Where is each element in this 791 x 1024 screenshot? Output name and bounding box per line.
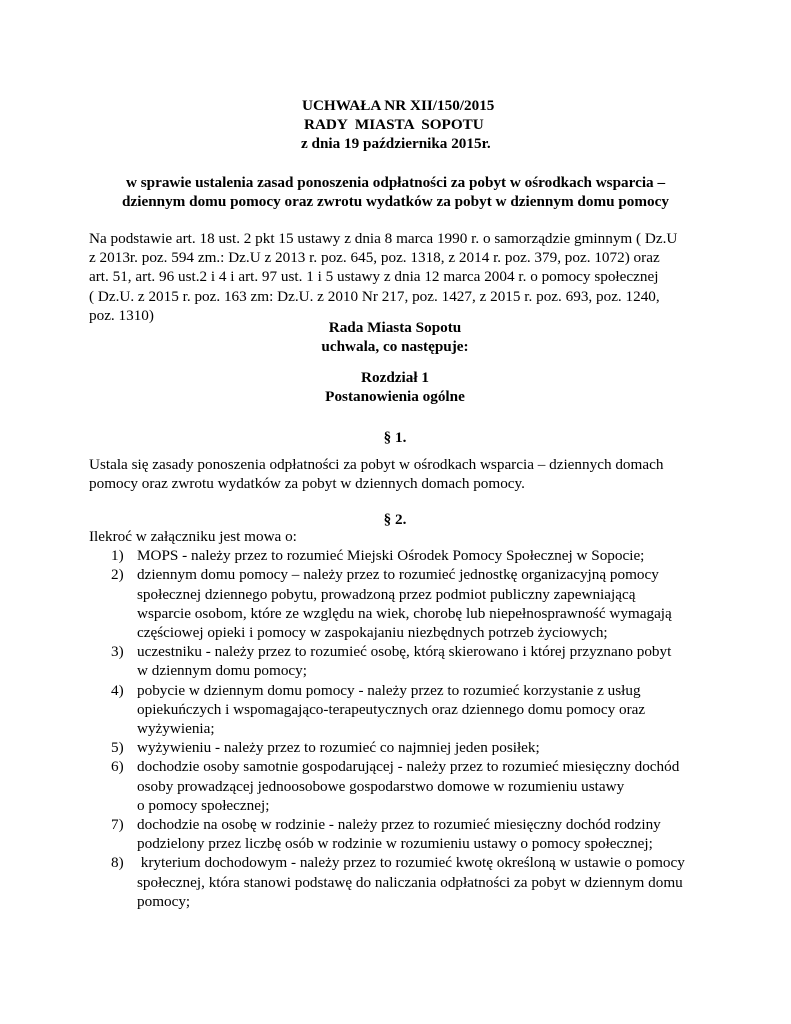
chapter-heading <box>89 368 701 406</box>
item-text: wsparcie osobom, które ze względu na wiek, chorobę lub niepełnosprawność wymagają <box>137 604 672 622</box>
section-2-intro: Ilekroć w załączniku jest mowa o: <box>89 528 297 545</box>
item-text: o pomocy społecznej; <box>137 796 270 814</box>
legal-basis-line: Na podstawie art. 18 ust. 2 pkt 15 ustawy z dnia 8 marca 1990 r. o samorządzie gminnym ( Dz.U <box>89 230 678 247</box>
item-number: 2) <box>111 566 124 584</box>
item-number: 4) <box>111 681 124 699</box>
section-2-heading: § 2. <box>383 511 407 528</box>
council-name: RADY MIASTA SOPOTU <box>304 116 484 134</box>
subject-line-2: dziennym domu pomocy oraz zwrotu wydatków za pobyt w dziennym domu pomocy <box>122 193 669 211</box>
resolution-statement <box>89 318 701 356</box>
section-1-line: Ustala się zasady ponoszenia odpłatności za pobyt w ośrodkach wsparcia – dziennych domach <box>89 456 664 473</box>
item-text: w dziennym domu pomocy; <box>137 662 307 680</box>
legal-basis-line: art. 51, art. 96 ust.2 i 4 i art. 97 ust. 1 i 5 ustawy z dnia 12 marca 2004 r. o pomocy społecznej <box>89 268 659 286</box>
item-text: MOPS - należy przez to rozumieć Miejski Ośrodek Pomocy Społecznej w Sopocie; <box>137 547 645 565</box>
item-text: częściowej opieki i pomocy w zaspokajaniu niezbędnych potrzeb życiowych; <box>137 624 608 642</box>
item-text: wyżywienia; <box>137 720 215 738</box>
chapter-subtitle: Postanowienia ogólne <box>325 388 465 406</box>
legal-basis <box>89 229 701 325</box>
item-text: społecznej, która stanowi podstawę do naliczania odpłatności za pobyt w dziennym domu <box>137 873 683 891</box>
resolution-date: z dnia 19 października 2015r. <box>301 135 491 153</box>
list-item <box>89 642 701 680</box>
chapter-title: Rozdział 1 <box>361 369 429 386</box>
item-text: dziennym domu pomocy – należy przez to rozumieć jednostkę organizacyjną pomocy <box>137 566 659 584</box>
item-number: 3) <box>111 643 124 661</box>
legal-basis-line: z 2013r. poz. 594 zm.: Dz.U z 2013 r. poz. 645, poz. 1318, z 2014 r. poz. 379, poz. 1072) oraz <box>89 249 660 267</box>
item-text: osoby prowadzącej jednoosobowe gospodarstwo domowe w rozumieniu ustawy <box>137 777 625 795</box>
item-text: wyżywieniu - należy przez to rozumieć co najmniej jeden posiłek; <box>137 739 540 757</box>
item-number: 6) <box>111 758 124 776</box>
list-item <box>89 757 701 815</box>
item-text: pomocy; <box>137 892 191 910</box>
item-number: 7) <box>111 816 124 834</box>
item-text: dochodzie osoby samotnie gospodarującej - należy przez to rozumieć miesięczny dochód <box>137 758 680 776</box>
section-1-line: pomocy oraz zwrotu wydatków za pobyt w dziennych domach pomocy. <box>89 475 525 493</box>
section-1 <box>89 428 701 447</box>
item-number: 1) <box>111 547 124 565</box>
list-item <box>89 546 701 565</box>
section-1-heading: § 1. <box>383 429 407 446</box>
list-item <box>89 681 701 739</box>
definitions-list <box>89 546 701 911</box>
list-item <box>89 565 701 642</box>
resolution-line-1: Rada Miasta Sopotu <box>328 319 462 336</box>
section-2-body <box>89 527 701 911</box>
item-text: uczestniku - należy przez to rozumieć osobę, którą skierowano i której przyznano pobyt <box>137 643 672 661</box>
resolution-number: UCHWAŁA NR XII/150/2015 <box>302 97 495 114</box>
item-text: kryterium dochodowym - należy przez to rozumieć kwotę określoną w ustawie o pomocy <box>137 854 685 872</box>
list-item <box>89 738 701 757</box>
resolution-header <box>0 96 791 154</box>
item-number: 5) <box>111 739 124 757</box>
item-text: opiekuńczych i wspomagająco-terapeutycznych oraz dziennego domu pomocy oraz <box>137 700 646 718</box>
list-item <box>89 853 701 911</box>
list-item <box>89 815 701 853</box>
item-text: pobycie w dziennym domu pomocy - należy przez to rozumieć korzystanie z usług <box>137 681 641 699</box>
item-number: 8) <box>111 854 124 872</box>
legal-basis-line: poz. 1310) <box>89 306 154 324</box>
legal-basis-line: ( Dz.U. z 2015 r. poz. 163 zm: Dz.U. z 2010 Nr 217, poz. 1427, z 2015 r. poz. 693, poz. 1240, <box>89 287 660 305</box>
section-1-body <box>89 455 701 493</box>
resolution-line-2: uchwala, co następuje: <box>321 338 469 356</box>
resolution-subject <box>70 173 721 211</box>
subject-line-1: w sprawie ustalenia zasad ponoszenia odpłatności za pobyt w ośrodkach wsparcia – <box>125 174 666 191</box>
item-text: podzielony przez liczbę osób w rodzinie w rozumieniu ustawy o pomocy społecznej; <box>137 835 653 853</box>
item-text: społecznej dziennego pobytu, prowadzoną przez podmiot publiczny zapewniającą <box>137 585 636 603</box>
item-text: dochodzie na osobę w rodzinie - należy przez to rozumieć miesięczny dochód rodziny <box>137 816 661 834</box>
